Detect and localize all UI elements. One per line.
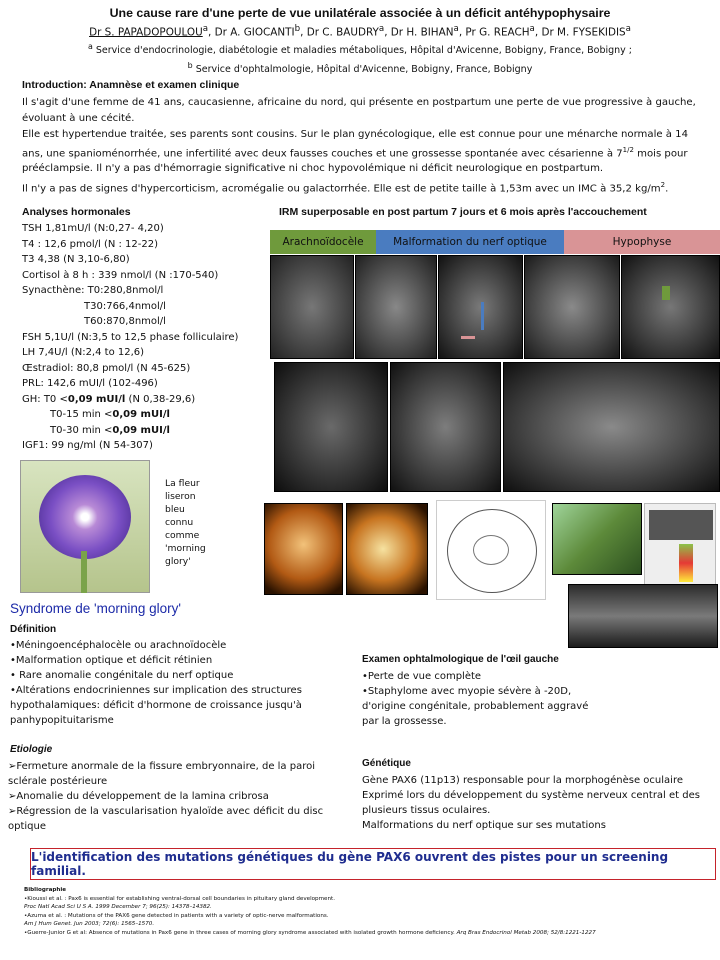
oct-table bbox=[644, 503, 716, 585]
list-item: Malformations du nerf optique sur ses mutations bbox=[362, 820, 606, 831]
oct-scan bbox=[568, 584, 718, 648]
visual-field-inner bbox=[473, 535, 509, 565]
affiliations: $^a$ Service d'endocrinologie, diabétologie et maladies métaboliques, Hôpital d'Avicenne, Bobigny, France, Bobigny ; $^b$ Service d'ophtalmologie, Hôpital d'Avicenne, Bobigny, France, Bobigny bbox=[87, 42, 633, 76]
definition-list bbox=[10, 638, 350, 728]
lab-value: Synacthène: T0:280,8nmol/l bbox=[22, 285, 164, 296]
lab-value: T30:766,4nmol/l bbox=[84, 300, 166, 312]
bibliography bbox=[24, 886, 714, 937]
list-item: • Rare anomalie congénitale du nerf optique bbox=[10, 670, 234, 681]
lab-value: T4 : 12,6 pmol/l (N : 12-22) bbox=[22, 238, 159, 250]
flower-stem bbox=[81, 551, 87, 593]
syndrome-title: Syndrome de 'morning glory' bbox=[10, 601, 181, 616]
conclusion-box: L'identification des mutations génétiques du gène PAX6 ouvrent des pistes pour un screening familial. bbox=[30, 848, 716, 880]
poster-title: Une cause rare d'une perte de vue unilatérale associée à un déficit antéhypophysaire bbox=[109, 6, 611, 20]
oct-thumbnail bbox=[649, 510, 713, 540]
reference: •Azuma et al. : Mutations of the PAX6 gene detected in patients with a variety of optic-nerve malformations. bbox=[24, 912, 329, 919]
lab-value: T0-30 min <0,09 mUI/l bbox=[50, 424, 170, 436]
list-item: •Malformation optique et déficit rétinien bbox=[10, 655, 213, 666]
author: Dr C. BAUDRY bbox=[306, 26, 379, 39]
mri-image bbox=[274, 362, 388, 492]
intro-heading: Introduction: Anamnèse et examen clinique bbox=[22, 79, 240, 91]
etiology-heading: Etiologie bbox=[10, 744, 53, 755]
arrow-icon: ➢ bbox=[8, 806, 17, 817]
optic-nerve-marker bbox=[481, 302, 484, 330]
arrow-icon: ➢ bbox=[8, 791, 17, 802]
oct-color-scale bbox=[679, 544, 693, 582]
list-item: •Staphylome avec myopie sévère à -20D, bbox=[362, 686, 572, 697]
lab-value: GH: T0 <0,09 mUI/l (N 0,38-29,6) bbox=[22, 393, 196, 405]
etiology-list bbox=[8, 759, 353, 834]
author: Dr S. PAPADOPOULOU bbox=[89, 26, 203, 39]
intro-paragraph: Il s'agit d'une femme de 41 ans, caucasienne, africaine du nord, qui présente en postpartum une perte de vue progressive à gauche, évoluant à une cécité. bbox=[22, 97, 696, 124]
lab-value: Cortisol à 8 h : 339 nmol/l (N :170-540) bbox=[22, 269, 219, 281]
intro-paragraph: Elle est hypertendue traitée, ses parents sont cousins. Sur le plan gynécologique, elle est connue pour une ménarche normale à 14 ans, une spanioménorrhée, une infertilité avec deux fausses couches et une grossesse spontanée avec césarienne à $7^{1/2}$ mois pour prééclampsie. Il n'y a pas d'hémorragie significative ni choc hypovolémique ni déficit neurologique en postpartum. bbox=[22, 129, 689, 175]
affiliation-b: Service d'ophtalmologie, Hôpital d'Avicenne, Bobigny, France, Bobigny bbox=[195, 64, 533, 76]
list-item: par la grossesse. bbox=[362, 716, 447, 727]
arachnoidocele-marker bbox=[662, 286, 670, 300]
mri-image bbox=[270, 255, 354, 359]
morning-glory-flower bbox=[39, 475, 131, 559]
author: Dr M. FYSEKIDIS bbox=[541, 26, 626, 39]
affiliation-a: Service d'endocrinologie, diabétologie et maladies métaboliques, Hôpital d'Avicenne, Bobigny, France, Bobigny ; bbox=[95, 45, 633, 57]
ophtalmo-heading: Examen ophtalmologique de l'œil gauche bbox=[362, 654, 559, 665]
list-item: d'origine congénitale, probablement aggravé bbox=[362, 701, 589, 712]
flower-image bbox=[20, 460, 150, 593]
label-optic-nerve: Malformation du nerf optique bbox=[376, 230, 564, 254]
irm-heading: IRM superposable en post partum 7 jours et 6 mois après l'accouchement bbox=[279, 206, 647, 218]
fundus-photo bbox=[346, 503, 428, 595]
lab-value: Œstradiol: 80,8 pmol/l (N 45-625) bbox=[22, 362, 191, 374]
definition-heading: Définition bbox=[10, 624, 57, 635]
ophtalmo-list bbox=[362, 669, 662, 729]
author: Dr H. BIHAN bbox=[390, 26, 454, 39]
mri-image bbox=[503, 362, 720, 492]
lab-value: FSH 5,1U/l (N:3,5 to 12,5 phase folliculaire) bbox=[22, 331, 239, 343]
visual-field-diagram bbox=[436, 500, 546, 600]
genetics-text bbox=[362, 773, 712, 833]
mri-image bbox=[524, 255, 620, 359]
reference-journal: Am J Hum Genet. Jun 2003; 72(6): 1565–1570. bbox=[24, 921, 155, 927]
list-item: Exprimé lors du développement du système nerveux central et des plusieurs tissus oculaires. bbox=[362, 790, 700, 816]
fundus-photo bbox=[264, 503, 343, 595]
reference: •Guerre-Junior G et al: Absence of mutations in Pax6 gene in three cases of morning glory syndrome associated with isolated growth hormone deficiency. Arq Bras Endocrinol Metab 2008; 52/8:1221-1227 bbox=[24, 929, 596, 936]
list-item: ➢Régression de la vascularisation hyaloïde avec déficit du disc optique bbox=[8, 806, 324, 832]
lab-value: PRL: 142,6 mUI/l (102-496) bbox=[22, 378, 158, 389]
mri-image bbox=[355, 255, 437, 359]
hormones-heading: Analyses hormonales bbox=[22, 206, 131, 218]
list-item: •Perte de vue complète bbox=[362, 671, 482, 682]
mri-image bbox=[390, 362, 501, 492]
lab-value: T0-15 min <0,09 mUI/l bbox=[50, 409, 170, 420]
lab-value: IGF1: 99 ng/ml (N 54-307) bbox=[22, 440, 153, 451]
intro-paragraph: Il n'y a pas de signes d'hypercorticism, acromégalie ou galactorrhée. Elle est de petite taille à 1,53m avec un IMC à 35,2 $kg/m^2$. bbox=[22, 180, 669, 195]
flower-caption: La fleur liseron bleu connu comme 'morning glory' bbox=[165, 478, 206, 567]
hormones-list bbox=[22, 221, 238, 454]
intro-text bbox=[22, 95, 712, 198]
label-hypophyse: Hypophyse bbox=[564, 230, 720, 254]
lab-value: TSH 1,81mU/l (N:0,27- 4,20) bbox=[22, 223, 164, 234]
mri-image bbox=[438, 255, 523, 359]
list-item: •Altérations endocriniennes sur implication des structures hypothalamiques: déficit d'hormone de croissance jusqu'à panhypopituitarisme bbox=[10, 685, 302, 726]
arrow-icon: ➢ bbox=[8, 761, 17, 772]
biblio-heading: Bibliographie bbox=[24, 887, 67, 893]
lab-value: LH 7,4U/l (N:2,4 to 12,6) bbox=[22, 347, 145, 358]
reference: •Kioussi et al. : Pax6 is essential for establishing ventral-dorsal cell boundaries in pituitary gland development. bbox=[24, 895, 336, 902]
pituitary-marker bbox=[461, 336, 475, 339]
oct-map bbox=[552, 503, 642, 575]
author: Pr G. REACH bbox=[465, 26, 530, 39]
label-arachnoidocele: Arachnoïdocèle bbox=[270, 230, 376, 254]
reference-journal: Proc Natl Acad Sci U S A. 1999 December 7; 96(25): 14378–14382. bbox=[24, 904, 212, 910]
lab-value: T3 4,38 (N 3,10-6,80) bbox=[22, 254, 130, 265]
list-item: ➢Fermeture anormale de la fissure embryonnaire, de la paroi sclérale postérieure bbox=[8, 761, 315, 787]
lab-value: T60:870,8nmol/l bbox=[84, 316, 166, 327]
list-item: Gène PAX6 (11p13) responsable pour la morphogénèse oculaire bbox=[362, 775, 683, 786]
list-item: •Méningoencéphalocèle ou arachnoïdocèle bbox=[10, 640, 227, 651]
genetics-heading: Génétique bbox=[362, 758, 411, 769]
author: Dr A. GIOCANTI bbox=[214, 26, 295, 39]
list-item: ➢Anomalie du développement de la lamina cribrosa bbox=[8, 791, 269, 802]
mri-image bbox=[621, 255, 720, 359]
author-list: Dr S. PAPADOPOULOU$^a$, Dr A. GIOCANTI$^b$, Dr C. BAUDRY$^a$, Dr H. BIHAN$^a$, Pr G. REACH$^a$, Dr M. FYSEKIDIS$^a$ bbox=[89, 24, 631, 39]
